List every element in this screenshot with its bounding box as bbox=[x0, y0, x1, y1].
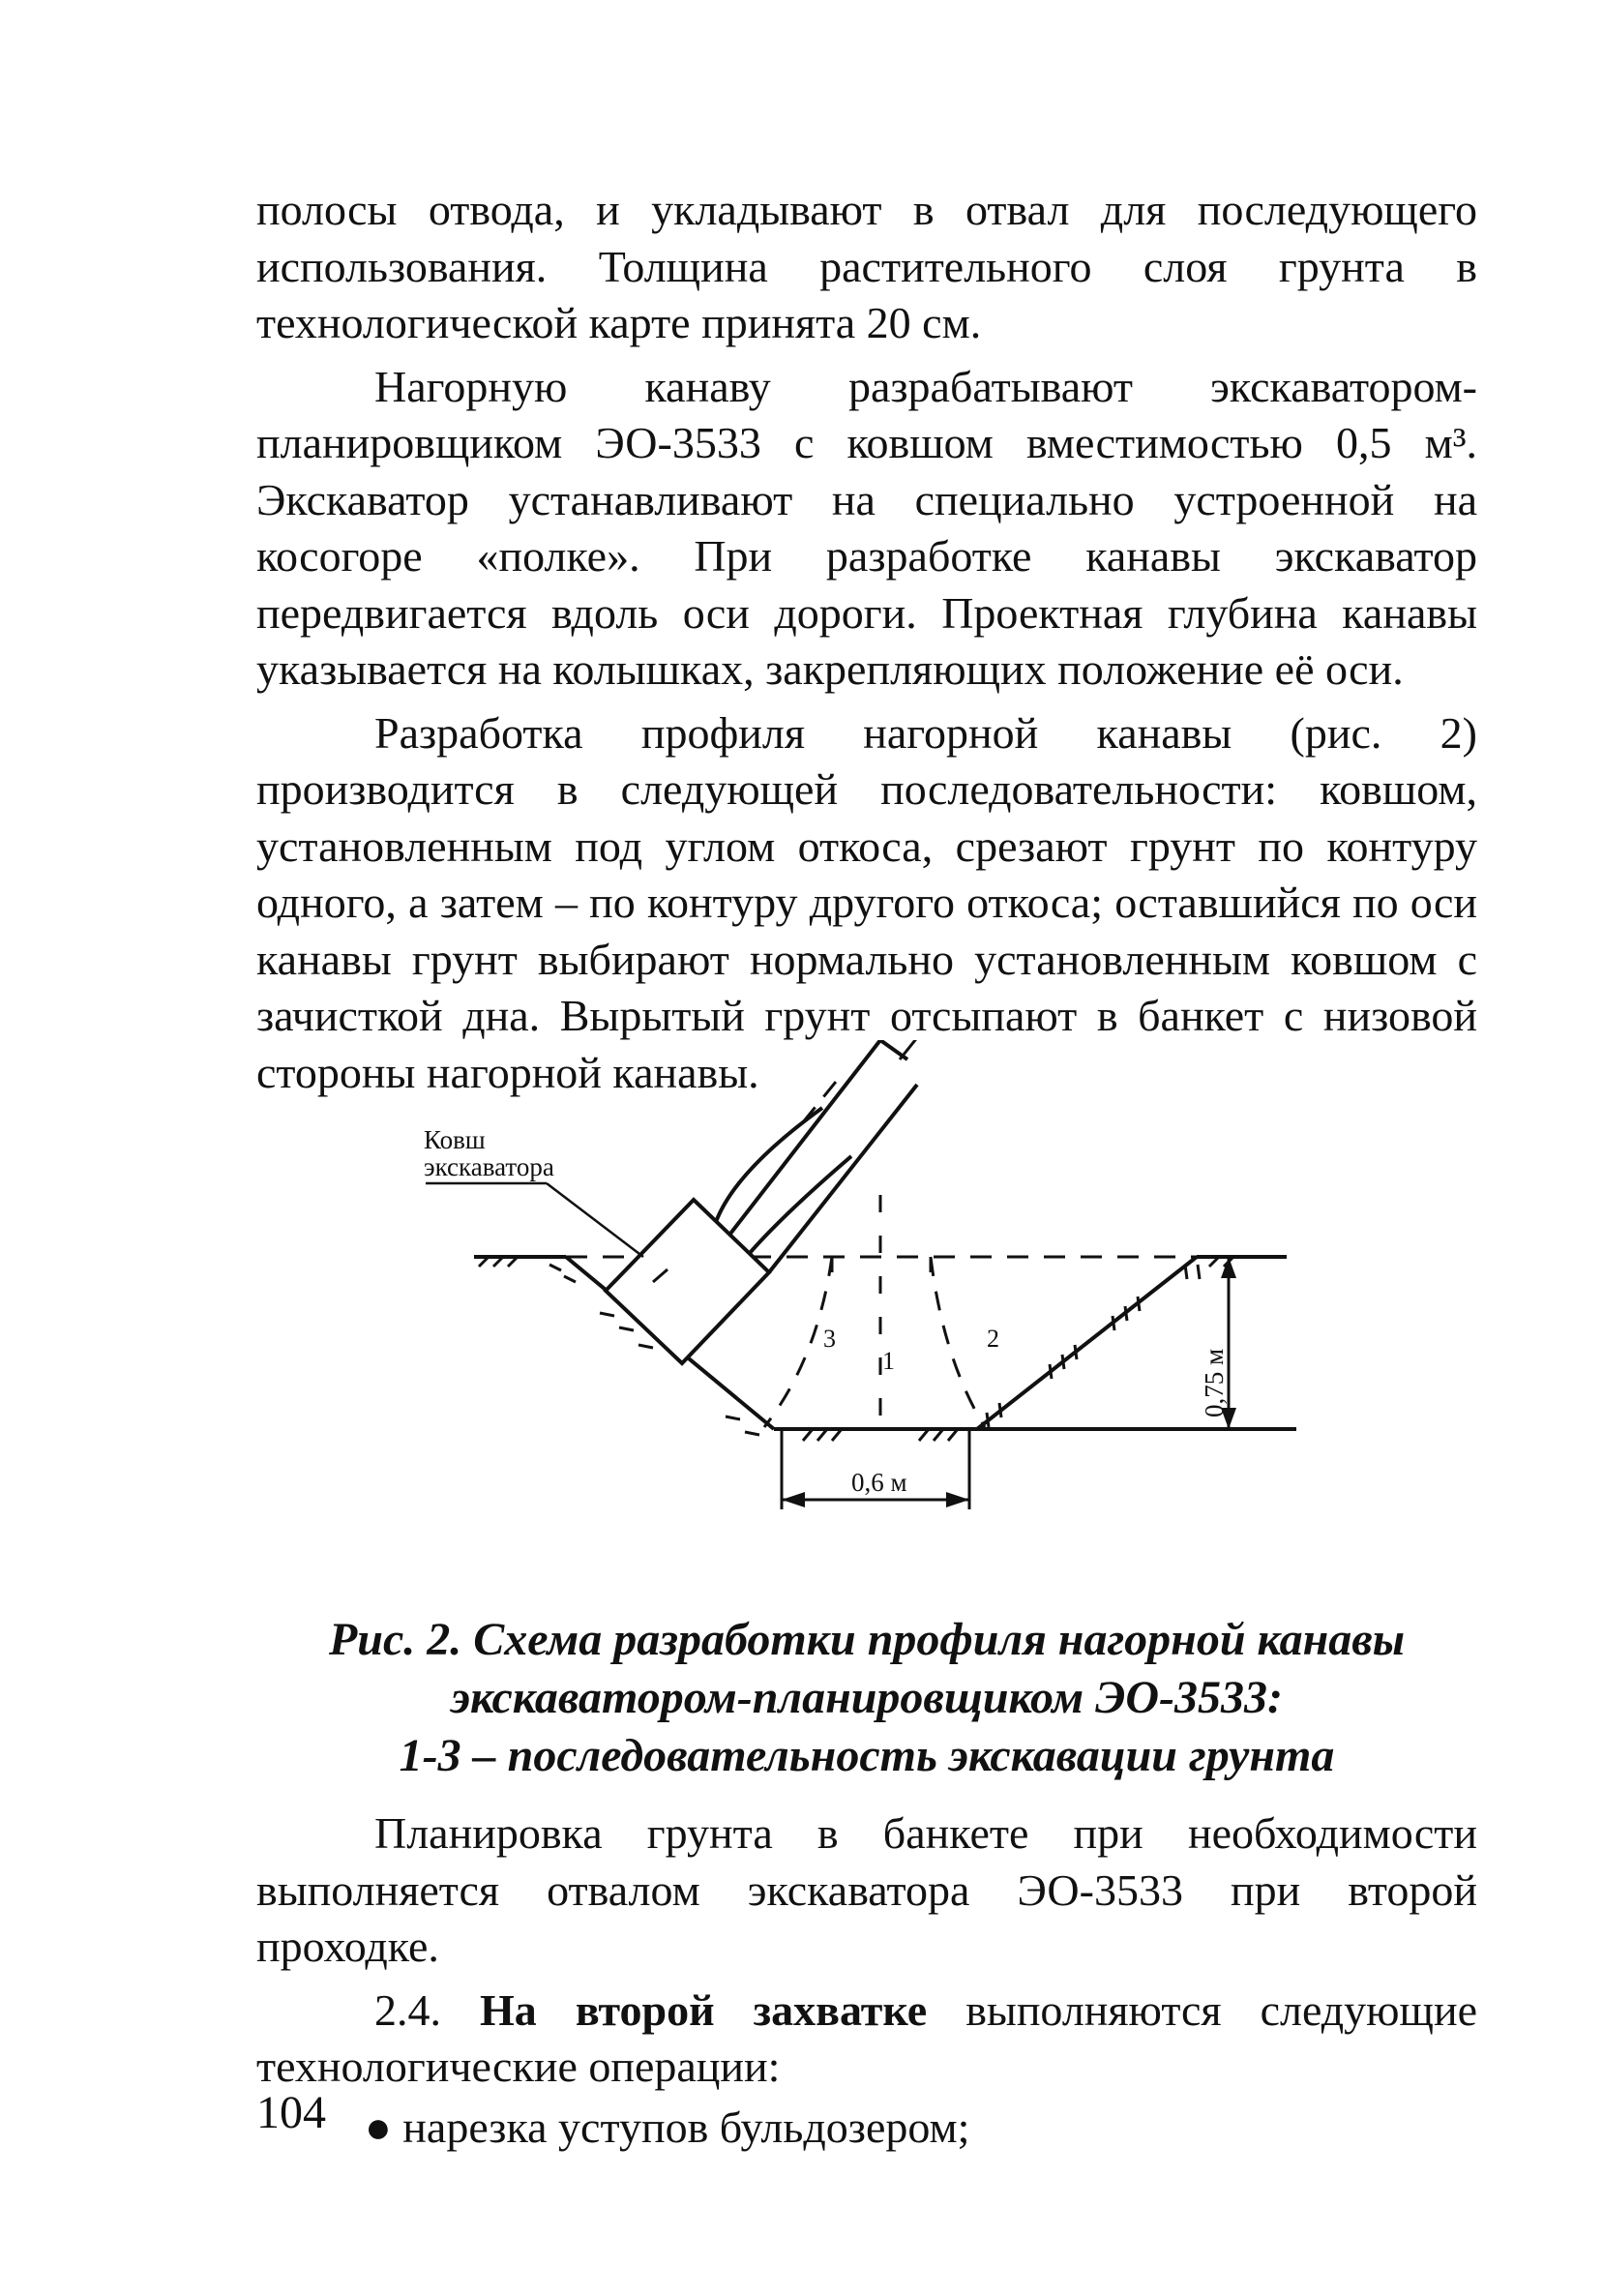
body-text-top bbox=[256, 182, 1477, 1101]
paragraph-2: Нагорную канаву разрабатывают экскаватором-планировщиком ЭО-3533 с ковшом вместимостью 0,5 м³. Экскаватор устанавливают на специально устроенной на косогоре «полке». При разработке канавы экскаватор передвигается вдоль оси дороги. Проектная глубина канавы указывается на колышках, закрепляющих положение её оси. bbox=[256, 361, 1477, 694]
bullet-item bbox=[256, 2100, 1477, 2157]
width-label: 0,6 м bbox=[851, 1468, 907, 1497]
caption-line-2: экскаватором-планировщиком ЭО-3533: bbox=[451, 1672, 1283, 1723]
caption-line-1: Рис. 2. Схема разработки профиля нагорной канавы bbox=[328, 1614, 1406, 1665]
section-rest: выполняются следующие технологические операции: bbox=[256, 1984, 1477, 2091]
section-bold-phrase: На второй захватке bbox=[480, 1984, 928, 2035]
excavator-arm bbox=[716, 1040, 917, 1272]
paragraph-5 bbox=[256, 1983, 1477, 2096]
section-number: 2.4. bbox=[374, 1984, 441, 2035]
zone-label-2: 2 bbox=[987, 1325, 999, 1353]
bucket-label-line1: Ковш bbox=[424, 1125, 486, 1154]
figure-caption bbox=[256, 1611, 1477, 1785]
zone-label-1: 1 bbox=[882, 1347, 895, 1375]
body-text-bottom bbox=[256, 1805, 1477, 2156]
zone-2-boundary bbox=[931, 1257, 985, 1427]
bucket-label-line2: экскаватора bbox=[424, 1152, 554, 1181]
paragraph-1: полосы отвода, и укладывают в отвал для последующего использования. Толщина растительного слоя грунта в технологической карте принята 20 см. bbox=[256, 185, 1477, 347]
zone-3-boundary bbox=[764, 1257, 832, 1427]
page-number: 104 bbox=[256, 2087, 326, 2138]
right-slope-line bbox=[977, 1257, 1197, 1429]
paragraph-4: Планировка грунта в банкете при необходимости выполняется отвалом экскаватора ЭО-3533 при второй проходке. bbox=[256, 1808, 1477, 1971]
bullet-text: нарезка уступов бульдозером; bbox=[402, 2102, 970, 2152]
paragraph-3: Разработка профиля нагорной канавы (рис. 2) производится в следующей последовательности: ковшом, установленным под углом откоса, срезают грунт по контуру одного, а затем – по контуру другого откоса; оставшийся по оси канавы грунт выбирают нормально установленным ковшом с зачисткой дна. Вырытый грунт отсыпают в банкет с низовой стороны нагорной канавы. bbox=[256, 707, 1477, 1097]
depth-label: 0,75 м bbox=[1200, 1348, 1229, 1417]
zone-label-3: 3 bbox=[823, 1325, 836, 1353]
bullet-icon: ● bbox=[365, 2102, 392, 2152]
excavator-bucket bbox=[606, 1200, 769, 1363]
soil-hatching bbox=[479, 1257, 1233, 1441]
figure-ditch-profile bbox=[377, 1040, 1306, 1592]
caption-line-3: 1-3 – последовательность экскавации грунта bbox=[399, 1730, 1335, 1781]
ditch-diagram bbox=[377, 1040, 1306, 1592]
